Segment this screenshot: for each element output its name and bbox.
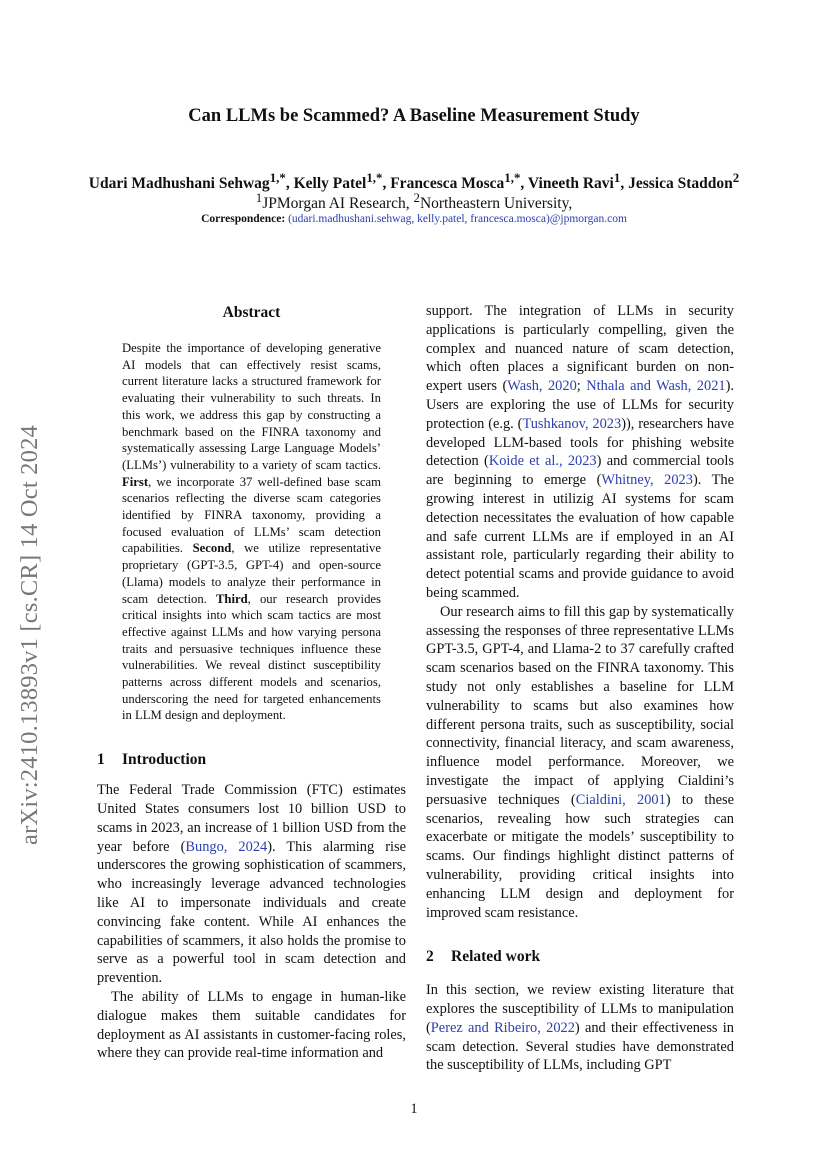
- paper-title: Can LLMs be Scammed? A Baseline Measurement Study: [188, 106, 640, 126]
- citation-link[interactable]: Perez and Ribeiro, 2022: [430, 1019, 575, 1036]
- page-number: 1: [410, 1101, 418, 1117]
- author-affiliation-mark: 2: [732, 170, 740, 185]
- section-heading-introduction: 1 Introduction: [97, 751, 207, 769]
- affiliation-mark: 2: [413, 190, 420, 205]
- author-name: Kelly Patel: [293, 175, 367, 193]
- correspondence-line: [0, 213, 828, 225]
- citation-link[interactable]: Wash, 2020: [507, 378, 577, 395]
- author-name: Jessica Staddon: [628, 175, 733, 193]
- affiliation-mark: 1: [255, 190, 263, 205]
- correspondence-email-link[interactable]: (udari.madhushani.sehwag, kelly.patel, francesca.mosca)@jpmorgan.com: [288, 213, 627, 225]
- third-label: Third: [215, 591, 248, 606]
- author-affiliation-mark: 1,*: [504, 170, 521, 185]
- intro-paragraph: support. The integration of LLMs in security applications is particularly compelling, given the complex and nuanced nature of scam detection, which often places a significant burden on non-expert users (Wash, 2020; Nthala and Wash, 2021). Users are exploring the use of LLMs for security protection (e.g. (Tushkanov, 2023)), researchers have developed LLM-based tools for phishing website detection (Koide et al., 2023) and commercial tools are beginning to emerge (Whitney, 2023). The growing interest in utilizig AI systems for scam detection necessitates the evaluation of how capable and safe current LLMs are if employed in an AI assistant role, particularly regarding their ability to detect potential scams and provide guidance to avoid being scammed.: [426, 303, 734, 601]
- citation-link[interactable]: Nthala and Wash, 2021: [586, 378, 726, 395]
- intro-paragraph: Our research aims to fill this gap by systematically assessing the responses of three representative LLMs GPT-3.5, GPT-4, and Llama-2 to 37 carefully crafted scam scenarios based on the FINRA taxonomy. This study not only establishes a baseline for LLM vulnerability to scams but also examines how different persona traits, such as susceptibility, social connectivity, financial literacy, and scam awareness, influence model performance. Moreover, we investigate the impact of applying Cialdini’s persuasive techniques (Cialdini, 2001) to these scenarios, revealing how such strategies can exacerbate or mitigate the models’ susceptibility to scams. Our findings highlight distinct patterns of vulnerability, providing critical insights into enhancing LLM design and deployment for improved scam resistance.: [426, 603, 734, 921]
- affiliation-line: $^1$JPMorgan AI Research, $^2$Northeastern University,: [255, 190, 573, 213]
- author-name: Francesca Mosca: [390, 175, 505, 193]
- related-paragraph: In this section, we review existing literature that explores the susceptibility of LLMs to manipulation (Perez and Ribeiro, 2022) and their effectiveness in scam detection. Several studies have demonstrated the susceptibility of LLMs, including GPT: [426, 982, 734, 1074]
- author-affiliation-mark: 1,*: [366, 170, 383, 185]
- right-column: [426, 302, 734, 1075]
- author-name: Udari Madhushani Sehwag: [88, 175, 270, 193]
- citation-link[interactable]: Cialdini, 2001: [575, 791, 666, 808]
- affiliation-name: Northeastern University: [419, 195, 569, 213]
- author-affiliation-mark: 1,*: [269, 170, 286, 185]
- abstract-body: Despite the importance of developing generative AI models that can effectively resist scams, current literature lacks a structured framework for evaluating their vulnerability to such threats. In this work, we address this gap by constructing a benchmark based on the FINRA taxonomy and systematically assessing Large Language Models’ (LLMs’) vulnerability to a variety of scam tactics. First, we incorporate 37 well-defined base scam scenarios reflecting the diverse scam categories identified by FINRA taxonomy, providing a focused evaluation of LLMs’ scam detection capabilities. Second, we utilize representative proprietary (GPT-3.5, GPT-4) and open-source (Llama) models to analyze their performance in scam detection. Third, our research provides critical insights into which scam tactics are most effective against LLMs and how varying persona traits and persuasive techniques influence these vulnerabilities. We reveal distinct susceptibility patterns across different models and scenarios, underscoring the need for targeted enhancements in LLM design and deployment.: [122, 341, 381, 723]
- author-name: Vineeth Ravi: [527, 175, 614, 193]
- section-heading-related-work: 2 Related work: [426, 948, 541, 966]
- author-list: Udari Madhushani Sehwag$^{1,*}$, Kelly Patel$^{1,*}$, Francesca Mosca$^{1,*}$, Vineeth Ravi$^1$, Jessica Staddon$^2$: [88, 170, 740, 193]
- citation-link[interactable]: Koide et al., 2023: [488, 453, 597, 470]
- citation-link[interactable]: Whitney, 2023: [601, 472, 693, 489]
- affiliation-name: JPMorgan AI Research: [262, 195, 406, 213]
- left-column: [97, 304, 406, 1063]
- correspondence-label: Correspondence:: [201, 213, 286, 225]
- citation-link[interactable]: Bungo, 2024: [185, 838, 268, 855]
- intro-paragraph: The ability of LLMs to engage in human-like dialogue makes them suitable candidates for deployment as AI assistants in customer-facing roles, where they can provide real-time information and: [97, 988, 406, 1062]
- citation-link[interactable]: Tushkanov, 2023: [522, 415, 622, 432]
- first-label: First: [122, 474, 149, 489]
- abstract-heading: Abstract: [222, 304, 281, 321]
- author-affiliation-mark: 1: [613, 170, 621, 185]
- second-label: Second: [192, 541, 232, 556]
- intro-paragraph: The Federal Trade Commission (FTC) estimates United States consumers lost 10 billion USD to scams in 2023, an increase of 1 billion USD from the year before (Bungo, 2024). This alarming rise underscores the growing sophistication of scammers, who increasingly leverage advanced technologies like AI to impersonate individuals and create convincing fake content. While AI enhances the capabilities of scammers, it also holds the promise to serve as a powerful tool in scam detection and prevention.: [97, 782, 407, 987]
- arxiv-identifier: arXiv:2410.13893v1 [cs.CR] 14 Oct 2024: [16, 425, 43, 845]
